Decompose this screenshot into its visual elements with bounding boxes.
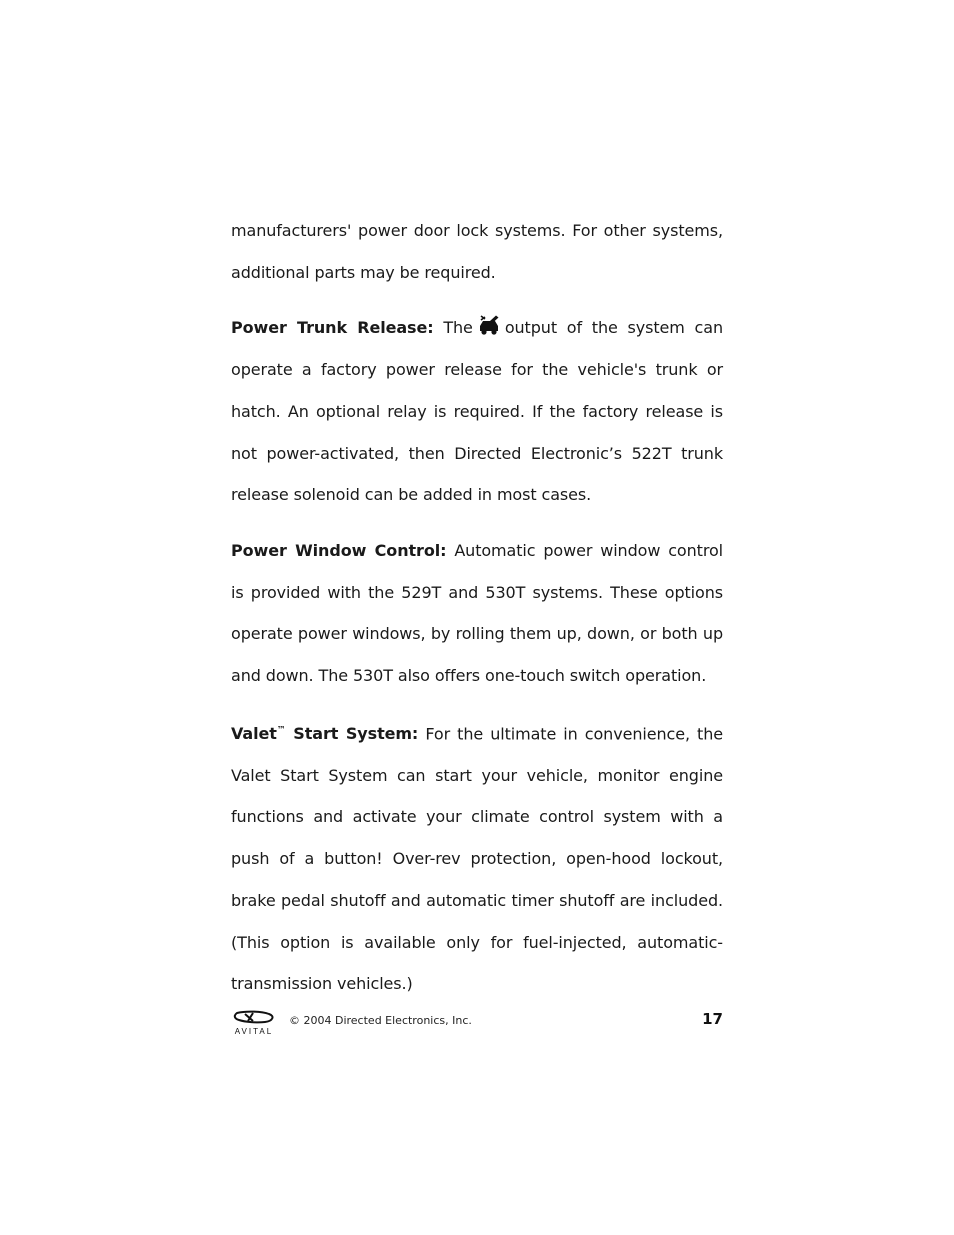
trunk-text-after-icon: output of the system can operate a factory power release for the vehicle's trunk or hatch. An optional relay is required. If the factory release is not power-activated, then Directed Electronic’s 522T trunk release solenoid can be added in most cases.	[231, 318, 724, 505]
avital-logo	[231, 1010, 277, 1036]
heading-start-system: Start System:	[293, 724, 419, 744]
copyright-text: © 2004 Directed Electronics, Inc.	[289, 1014, 472, 1027]
heading-valet: Valet	[231, 724, 277, 744]
page-number: 17	[702, 1010, 723, 1028]
page-footer	[231, 1008, 723, 1036]
paragraph-intro	[231, 210, 723, 293]
heading-power-window-control: Power Window Control:	[231, 540, 447, 560]
trunk-text-before-icon: The	[443, 318, 473, 338]
trunk-output-icon	[477, 314, 501, 336]
intro-text: manufacturers' power door lock systems. For other systems, additional parts may be required.	[231, 221, 723, 282]
page-content	[231, 210, 723, 1019]
logo-text: AVITAL	[234, 1027, 274, 1036]
paragraph-power-window-control	[231, 530, 723, 697]
paragraph-valet-start-system	[231, 711, 723, 1005]
paragraph-power-trunk-release	[231, 307, 723, 516]
trademark-symbol: ™	[276, 725, 286, 736]
valet-text: For the ultimate in convenience, the Valet Start System can start your vehicle, monitor engine functions and activate your climate control system with a push of a button! Over-rev protection, open-hood lockout, brake pedal shutoff and automatic timer shutoff are included. (This option is available only for fuel-injected, automatic-transmission vehicles.)	[231, 724, 723, 994]
heading-valet-start-system	[231, 724, 418, 743]
window-text: Automatic power window control is provided with the 529T and 530T systems. These options operate power windows, by rolling them up, down, or both up and down. The 530T also offers one-touch switch operation.	[231, 540, 723, 686]
heading-power-trunk-release: Power Trunk Release:	[231, 318, 434, 338]
